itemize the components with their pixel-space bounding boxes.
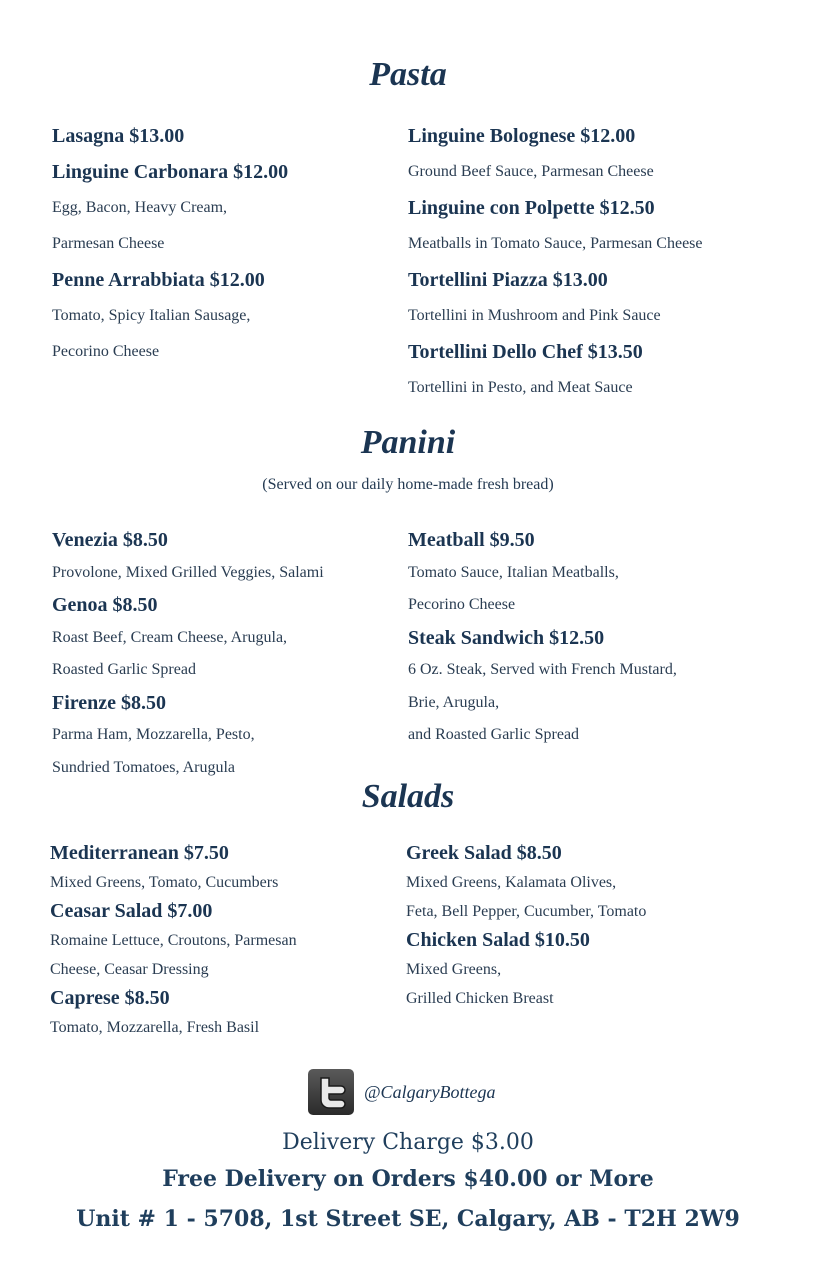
menu-item-name: Linguine con Polpette $12.50 <box>408 197 655 219</box>
address: Unit # 1 - 5708, 1st Street SE, Calgary, AB - T2H 2W9 <box>76 1206 740 1232</box>
menu-item-description: 6 Oz. Steak, Served with French Mustard, <box>408 661 677 678</box>
pasta-section-title: Pasta <box>369 56 447 93</box>
menu-item-name: Tortellini Piazza $13.00 <box>408 269 608 291</box>
menu-item-description: Tortellini in Pesto, and Meat Sauce <box>408 379 633 396</box>
menu-item-description: Parma Ham, Mozzarella, Pesto, <box>52 726 255 743</box>
menu-item-name: Venezia $8.50 <box>52 529 168 551</box>
free-delivery-note: Free Delivery on Orders $40.00 or More <box>162 1166 654 1192</box>
menu-item-description: Romaine Lettuce, Croutons, Parmesan <box>50 932 297 949</box>
menu-item-name: Tortellini Dello Chef $13.50 <box>408 341 643 363</box>
menu-item-description: Provolone, Mixed Grilled Veggies, Salami <box>52 563 324 581</box>
twitter-icon[interactable] <box>308 1069 354 1115</box>
menu-item-name: Penne Arrabbiata $12.00 <box>52 269 265 291</box>
menu-item-name: Greek Salad $8.50 <box>406 842 562 864</box>
panini-right-column <box>408 524 677 752</box>
menu-item-name: Linguine Carbonara $12.00 <box>52 161 289 183</box>
menu-item-name: Caprese $8.50 <box>50 987 170 1009</box>
menu-item-name: Firenze $8.50 <box>52 691 167 714</box>
salads-section-title: Salads <box>361 778 455 815</box>
menu-item-description: Pecorino Cheese <box>52 343 160 360</box>
menu-item-description: Tomato, Spicy Italian Sausage, <box>52 307 251 324</box>
delivery-charge: Delivery Charge $3.00 <box>282 1130 534 1155</box>
menu-item-description: Cheese, Ceasar Dressing <box>50 961 209 978</box>
menu-item-description: Ground Beef Sauce, Parmesan Cheese <box>408 163 654 180</box>
menu-item-description: Tomato Sauce, Italian Meatballs, <box>408 563 619 581</box>
menu-item-description: Mixed Greens, Kalamata Olives, <box>406 874 617 891</box>
menu-item-description: Pecorino Cheese <box>408 596 516 613</box>
menu-item-name: Linguine Bolognese $12.00 <box>408 125 636 147</box>
menu-item-name: Steak Sandwich $12.50 <box>408 626 605 649</box>
menu-item-name: Mediterranean $7.50 <box>50 842 229 864</box>
menu-item-description: Mixed Greens, Tomato, Cucumbers <box>50 874 279 891</box>
twitter-t-glyph <box>313 1074 349 1110</box>
menu-item-description: Mixed Greens, <box>406 961 502 978</box>
panini-subtitle: (Served on our daily home-made fresh bread) <box>262 476 554 493</box>
menu-item-description: Egg, Bacon, Heavy Cream, <box>52 199 228 216</box>
panini-left-column <box>52 524 324 784</box>
twitter-handle[interactable]: @CalgaryBottega <box>364 1081 496 1102</box>
menu-item-name: Meatball $9.50 <box>408 529 535 551</box>
pasta-right-column <box>408 118 703 406</box>
menu-item-name: Ceasar Salad $7.00 <box>50 900 213 922</box>
menu-item-description: and Roasted Garlic Spread <box>408 726 580 743</box>
twitter-link[interactable] <box>308 1068 496 1116</box>
salads-right-column <box>406 839 646 1013</box>
menu-item-description: Roast Beef, Cream Cheese, Arugula, <box>52 628 288 646</box>
salads-left-column <box>50 839 297 1042</box>
menu-item-name: Lasagna $13.00 <box>52 125 185 147</box>
menu-item-description: Sundried Tomatoes, Arugula <box>52 758 236 776</box>
menu-item-description: Meatballs in Tomato Sauce, Parmesan Cheese <box>408 235 703 252</box>
pasta-left-column <box>52 118 288 370</box>
menu-item-name: Genoa $8.50 <box>52 594 158 616</box>
menu-item-description: Roasted Garlic Spread <box>52 661 196 678</box>
menu-item-description: Brie, Arugula, <box>408 693 500 711</box>
menu-item-description: Tomato, Mozzarella, Fresh Basil <box>50 1019 260 1036</box>
panini-section-title: Panini <box>360 424 456 461</box>
menu-item-description: Tortellini in Mushroom and Pink Sauce <box>408 307 661 324</box>
menu-item-name: Chicken Salad $10.50 <box>406 929 590 951</box>
menu-item-description: Parmesan Cheese <box>52 235 165 252</box>
menu-item-description: Feta, Bell Pepper, Cucumber, Tomato <box>406 903 647 920</box>
menu-item-description: Grilled Chicken Breast <box>406 990 554 1007</box>
